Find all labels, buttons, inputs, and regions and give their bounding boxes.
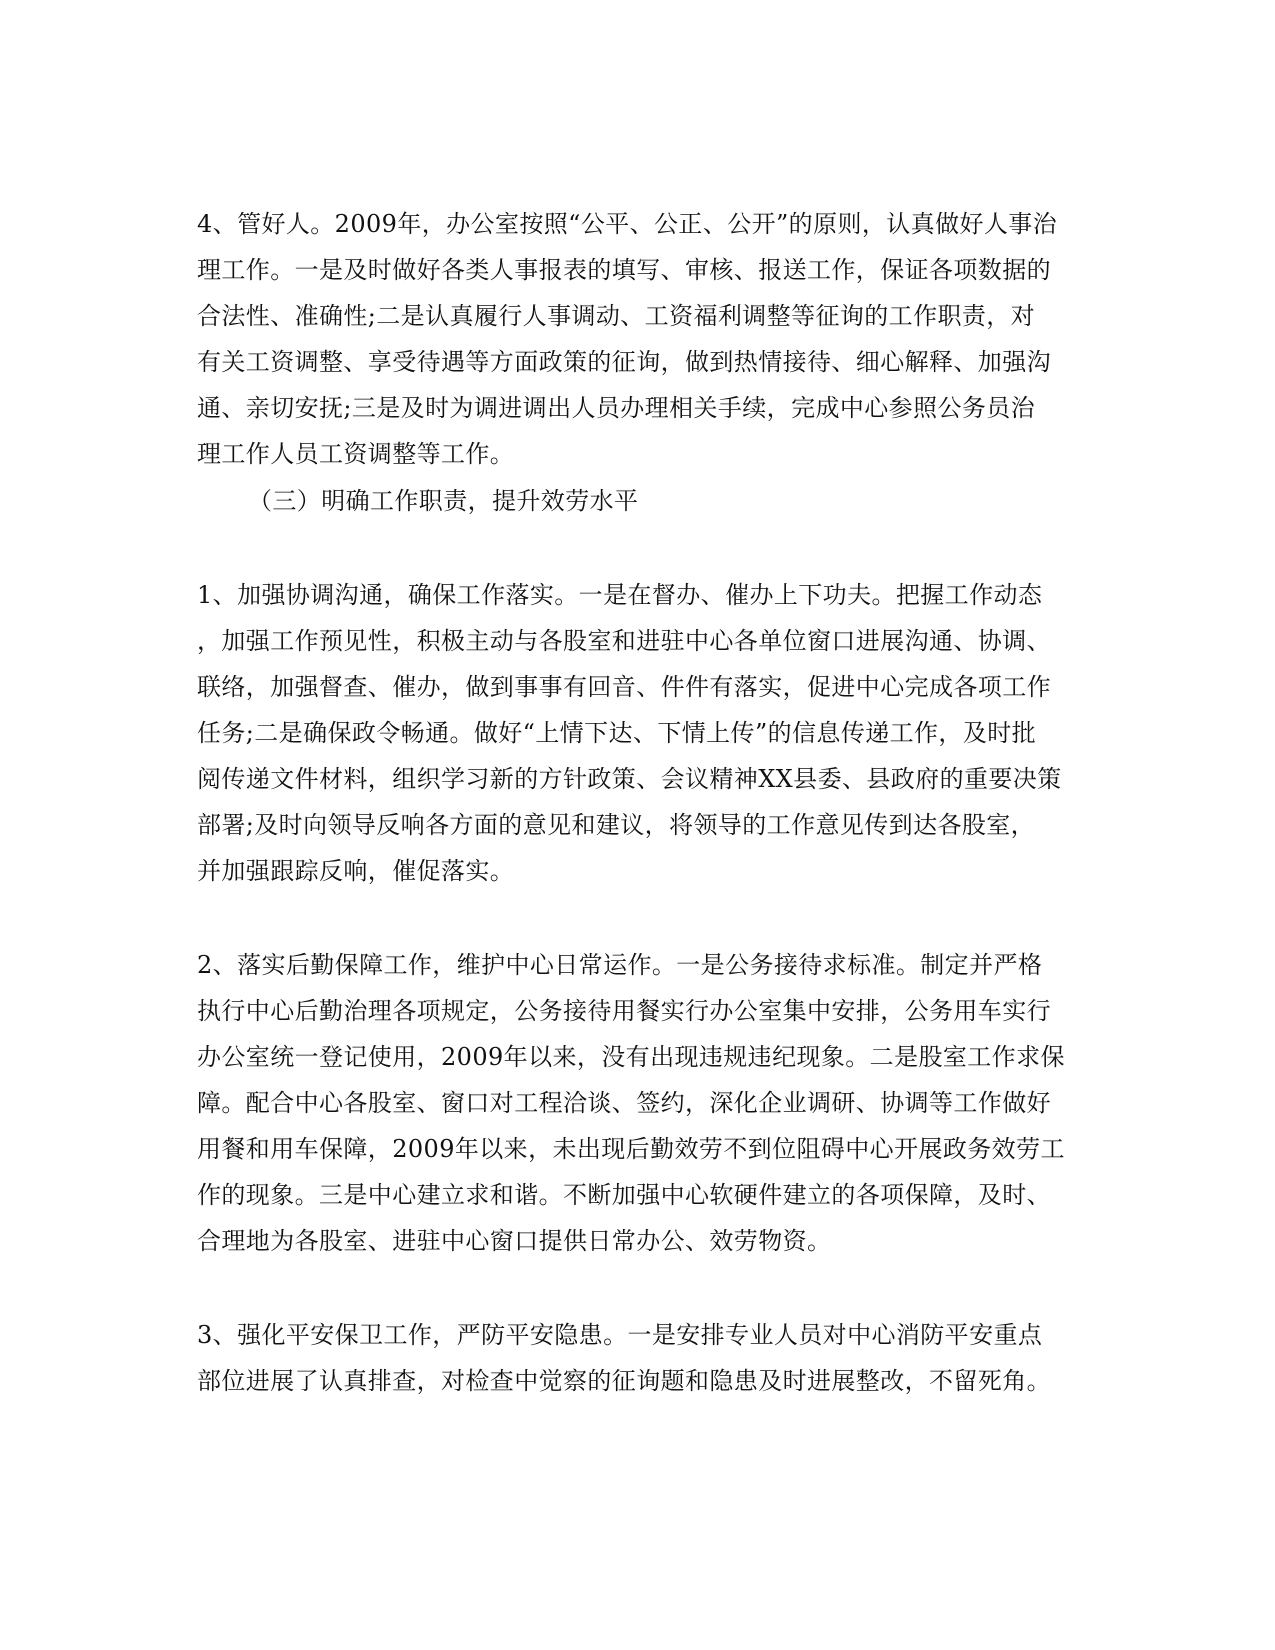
text-line: 办公室统一登记使用，2009年以来，没有出现违规违纪现象。二是股室工作求保 [197,1043,1065,1071]
section-heading: （三）明确工作职责，提升效劳水平 [248,487,639,515]
text-line: 有关工资调整、享受待遇等方面政策的征询，做到热情接待、细心解释、加强沟 [197,348,1051,376]
text-line: 并加强跟踪反响，催促落实。 [197,857,515,885]
text-line: 理工作。一是及时做好各类人事报表的填写、审核、报送工作，保证各项数据的 [197,256,1051,284]
text-line: 执行中心后勤治理各项规定，公务接待用餐实行办公室集中安排，公务用车实行 [197,997,1051,1025]
text-line: 1、加强协调沟通，确保工作落实。一是在督办、催办上下功夫。把握工作动态 [197,581,1043,609]
text-line: 4、管好人。2009年，办公室按照“公平、公正、公开”的原则，认真做好人事治 [197,210,1058,238]
text-line: 合理地为各股室、进驻中心窗口提供日常办公、效劳物资。 [197,1227,832,1255]
text-line: 阅传递文件材料，组织学习新的方针政策、会议精神XX县委、县政府的重要决策 [197,765,1062,793]
text-line: 任务;二是确保政令畅通。做好“上情下达、下情上传”的信息传递工作，及时批 [197,719,1037,747]
text-line: 理工作人员工资调整等工作。 [197,440,515,468]
text-line: 通、亲切安抚;三是及时为调进调出人员办理相关手续，完成中心参照公务员治 [197,394,1036,422]
text-line: 部署;及时向领导反响各方面的意见和建议，将领导的工作意见传到达各股室， [197,811,1036,839]
text-line: 3、强化平安保卫工作，严防平安隐患。一是安排专业人员对中心消防平安重点 [197,1321,1043,1349]
text-line: 作的现象。三是中心建立求和谐。不断加强中心软硬件建立的各项保障，及时、 [197,1181,1051,1209]
text-line: 部位进展了认真排查，对检查中觉察的征询题和隐患及时进展整改，不留死角。 [197,1367,1051,1395]
text-line: 合法性、准确性;二是认真履行人事调动、工资福利调整等征询的工作职责，对 [197,302,1036,330]
text-line: 2、落实后勤保障工作，维护中心日常运作。一是公务接待求标准。制定并严格 [197,951,1043,979]
text-line: 联络，加强督查、催办，做到事事有回音、件件有落实，促进中心完成各项工作 [197,673,1051,701]
text-line: ，加强工作预见性，积极主动与各股室和进驻中心各单位窗口进展沟通、协调、 [197,627,1051,655]
text-line: 障。配合中心各股室、窗口对工程洽谈、签约，深化企业调研、协调等工作做好 [197,1089,1051,1117]
text-line: 用餐和用车保障，2009年以来，未出现后勤效劳不到位阻碍中心开展政务效劳工 [197,1135,1065,1163]
